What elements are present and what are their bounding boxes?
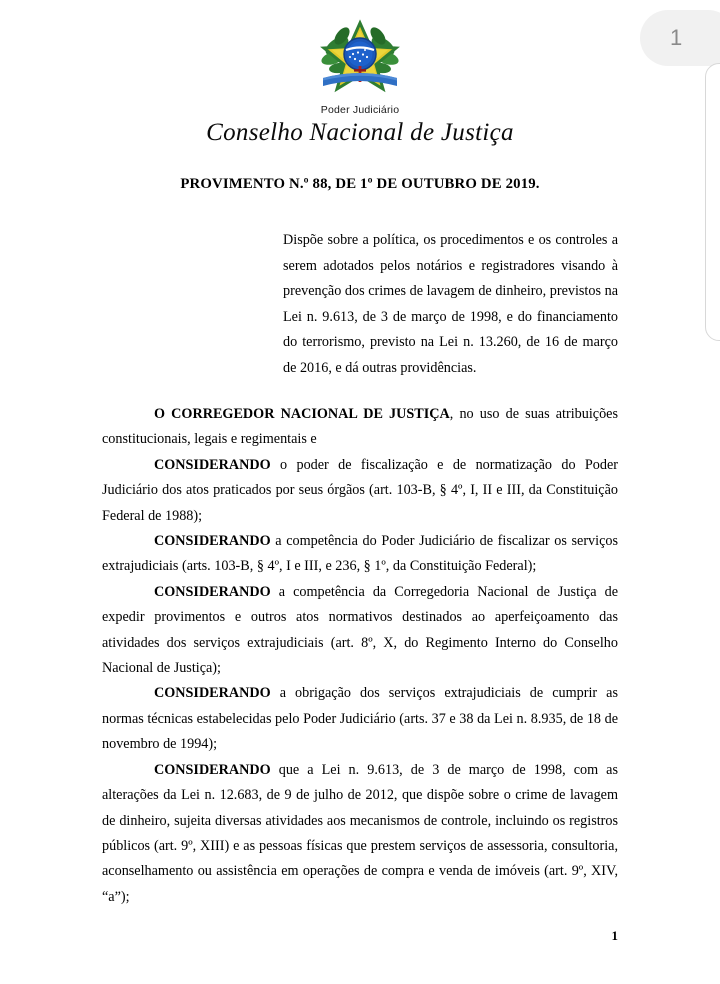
paragraph-lead: O CORREGEDOR NACIONAL DE JUSTIÇA bbox=[154, 406, 450, 422]
paragraph-lead: CONSIDERANDO bbox=[154, 533, 271, 550]
page-indicator-badge[interactable]: 1 bbox=[640, 10, 720, 66]
paragraph-lead: CONSIDERANDO bbox=[154, 685, 271, 702]
paragraph bbox=[102, 580, 618, 682]
brazil-coat-of-arms-icon bbox=[317, 16, 403, 102]
document-ementa: Dispõe sobre a política, os procedimentos e os controles a serem adotados pelos notários e registradores visando à prevenção dos crimes de lavagem de dinheiro, previstos na Lei n. 9.613, de 3 de março de 1998, e do financiamento do terrorismo, previsto na Lei n. 13.260, de 16 de março de 2016, e dá outras providências. bbox=[283, 232, 618, 376]
paragraph bbox=[102, 402, 618, 453]
paragraph-text: o poder de fiscalização e de normatização do Poder Judiciário dos atos praticados por seus órgãos (art. 103-B, § 4º, I, II e III, da Constituição Federal de 1988); bbox=[102, 456, 618, 524]
org-subtitle: Poder Judiciário bbox=[320, 104, 400, 116]
paragraph bbox=[102, 758, 618, 910]
paragraph-text: que a Lei n. 9.613, de 3 de março de 1998, com as alterações da Lei n. 12.683, de 9 de julho de 2012, que dispõe sobre o crime de lavagem de dinheiro, sujeita diversas atividades aos mecanismos de controle, incluindo os registros públicos (art. 9º, XIII) e as pessoas físicas que prestem serviços de assessoria, consultoria, aconselhamento ou assistência em operações de compra e venda de imóveis (art. 9º, XIV, “a”); bbox=[102, 761, 618, 905]
org-name: Conselho Nacional de Justiça bbox=[206, 119, 514, 146]
paragraph-text: a competência do Poder Judiciário de fiscalizar os serviços extrajudiciais (arts. 103-B, § 4º, I e III, e 236, § 1º, da Constituição Federal); bbox=[102, 533, 618, 575]
page-thumbnail-rail[interactable] bbox=[705, 63, 720, 341]
document-title: PROVIMENTO N.º 88, DE 1º DE OUTUBRO DE 2019. bbox=[180, 176, 540, 192]
paragraph bbox=[102, 453, 618, 529]
footer-page-number: 1 bbox=[611, 928, 618, 943]
document-header bbox=[0, 16, 720, 148]
paragraph-text: a competência da Corregedoria Nacional de Justiça de expedir provimentos e outros atos normativos destinados ao aperfeiçoamento das atividades dos serviços extrajudiciais (art. 8º, X, do Regimento Interno do Conselho Nacional de Justiça); bbox=[102, 583, 618, 677]
paragraph-lead: CONSIDERANDO bbox=[154, 583, 271, 600]
paragraph-text: a obrigação dos serviços extrajudiciais de cumprir as normas técnicas estabelecidas pelo Poder Judiciário (arts. 37 e 38 da Lei n. 8.935, de 18 de novembro de 1994); bbox=[102, 685, 618, 753]
paragraph-lead: CONSIDERANDO bbox=[154, 456, 271, 473]
paragraph-lead: CONSIDERANDO bbox=[154, 761, 271, 778]
document-body bbox=[102, 402, 618, 910]
paragraph bbox=[102, 529, 618, 580]
paragraph bbox=[102, 681, 618, 757]
paragraph-text: , no uso de suas atribuições constitucionais, legais e regimentais e bbox=[102, 406, 618, 448]
